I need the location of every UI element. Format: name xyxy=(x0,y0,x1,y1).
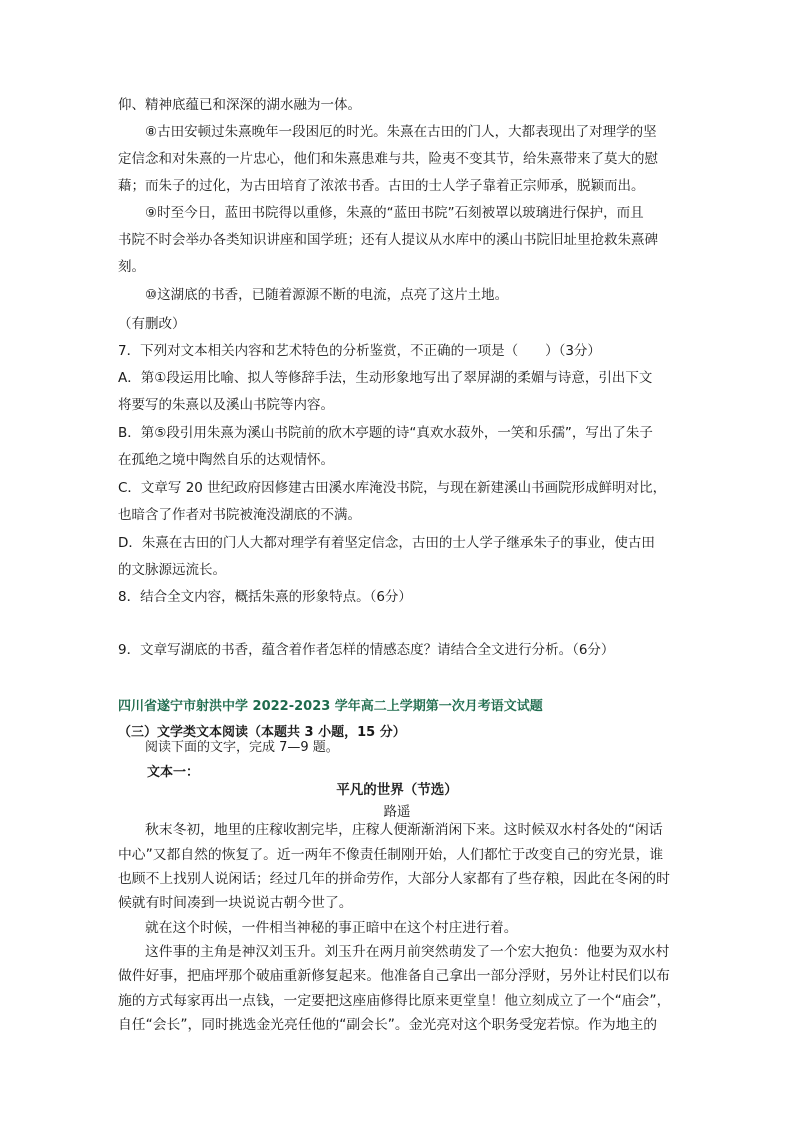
edit-note: （有删改） xyxy=(118,316,186,332)
novel-p1-line-4: 候就有时间凑到一块说说古朝今世了。 xyxy=(118,895,353,911)
novel-p3-line-1: 这件事的主角是神汉刘玉升。刘玉升在两月前突然萌发了一个宏大抱负：他要为双水村 xyxy=(145,944,670,960)
question-9: 9．文章写湖底的书香，蕴含着作者怎样的情感态度？请结合全文进行分析。（6分） xyxy=(118,642,615,658)
novel-p1-line-2: 中心”又都自然的恢复了。近一两年不像责任制刚开始，人们都忙于改变自己的穷光景，谁 xyxy=(118,847,664,863)
option-b-line-1: B．第⑤段引用朱熹为溪山书院前的欣木亭题的诗“真欢水菽外，一笑和乐孺”，写出了朱子 xyxy=(118,425,653,441)
work-title: 平凡的世界（节选） xyxy=(336,782,458,798)
option-d-line-2: 的文脉源远流长。 xyxy=(118,562,226,578)
reading-instruction: 阅读下面的文字，完成 7—9 题。 xyxy=(145,740,339,755)
option-a-line-2: 将要写的朱熹以及溪山书院等内容。 xyxy=(118,397,334,413)
text-label: 文本一： xyxy=(147,765,200,780)
question-7: 7．下列对文本相关内容和艺术特色的分析鉴赏，不正确的一项是（ ）（3分） xyxy=(118,343,601,359)
novel-p3-line-2: 做件好事，把庙坪那个破庙重新修复起来。他准备自己拿出一部分浮财，另外让村民们以布 xyxy=(118,968,670,984)
para-8-line-1: ⑧古田安顿过朱熹晚年一段困厄的时光。朱熹在古田的门人，大都表现出了对理学的坚 xyxy=(145,124,657,140)
para-8-line-3: 藉；而朱子的过化，为古田培育了浓浓书香。古田的士人学子靠着正宗师承，脱颖而出。 xyxy=(118,178,645,194)
part-title: （三）文学类文本阅读（本题共 3 小题，15 分） xyxy=(118,725,406,740)
question-8: 8．结合全文内容，概括朱熹的形象特点。（6分） xyxy=(118,589,412,605)
source-title: 四川省遂宁市射洪中学 2022-2023 学年高二上学期第一次月考语文试题 xyxy=(118,699,543,714)
novel-p3-line-4: 自任“会长”，同时挑选金光亮任他的“副会长”。金光亮对这个职务受宠若惊。作为地主的 xyxy=(118,1017,658,1033)
novel-p1-line-1: 秋末冬初，地里的庄稼收割完毕，庄稼人便渐渐消闲下来。这时候双水村各处的“闲话 xyxy=(145,822,663,838)
novel-p3-line-3: 施的方式每家再出一点钱，一定要把这座庙修得比原来更堂皇！他立刻成立了一个“庙会”， xyxy=(118,993,671,1009)
author: 路遥 xyxy=(383,804,411,820)
option-a-line-1: A．第①段运用比喻、拟人等修辞手法，生动形象地写出了翠屏湖的柔媚与诗意，引出下文 xyxy=(118,370,653,386)
option-c-line-1: C．文章写 20 世纪政府因修建古田溪水库淹没书院，与现在新建溪山书画院形成鲜明对比， xyxy=(118,480,667,496)
novel-p1-line-3: 也顾不上找别人说闲话；经过几年的拼命劳作，大部分人家都有了些存粮，因此在冬闲的时 xyxy=(118,871,670,887)
para-9-line-2: 书院不时会举办各类知识讲座和国学班；还有人提议从水库中的溪山书院旧址里抢救朱熹碑 xyxy=(118,232,658,248)
novel-p2: 就在这个时候，一件相当神秘的事正暗中在这个村庄进行着。 xyxy=(145,920,518,936)
para-8-line-2: 定信念和对朱熹的一片忠心，他们和朱熹患难与共，险夷不变其节，给朱熹带来了莫大的慰 xyxy=(118,151,658,167)
option-c-line-2: 也暗含了作者对书院被淹没湖底的不满。 xyxy=(118,507,361,523)
para-9-line-3: 刻。 xyxy=(118,259,145,275)
para-10: ⑩这湖底的书香，已随着源源不断的电流，点亮了这片土地。 xyxy=(145,287,509,303)
option-b-line-2: 在孤绝之境中陶然自乐的达观情怀。 xyxy=(118,452,334,468)
text-line: 仰、精神底蕴已和深深的湖水融为一体。 xyxy=(118,97,361,113)
para-9-line-1: ⑨时至今日，蓝田书院得以重修，朱熹的“蓝田书院”石刻被罩以玻璃进行保护，而且 xyxy=(145,205,644,221)
option-d-line-1: D．朱熹在古田的门人大都对理学有着坚定信念，古田的士人学子继承朱子的事业，使古田 xyxy=(118,535,655,551)
